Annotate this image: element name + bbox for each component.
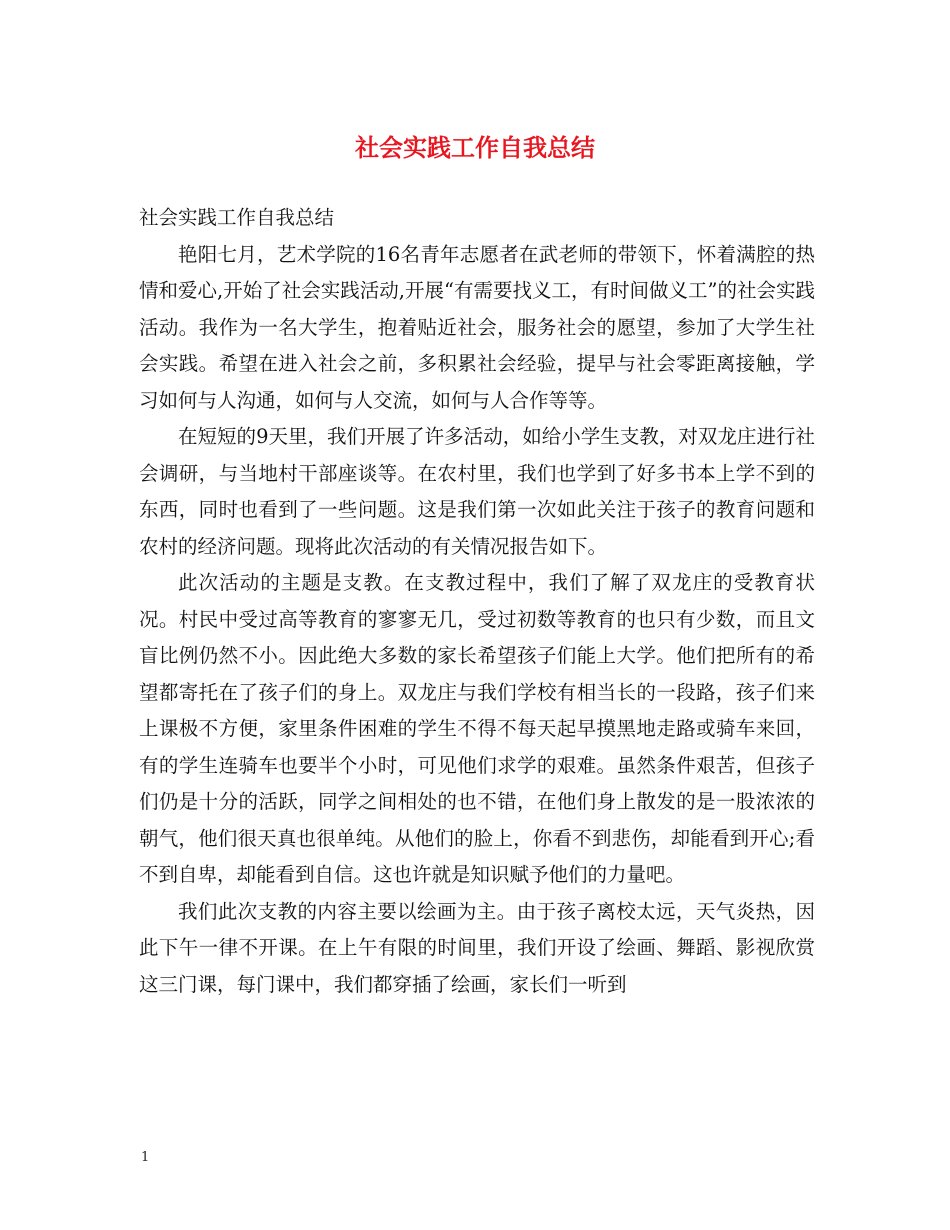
paragraph-2: 在短短的9天里，我们开展了许多活动，如给小学生支教，对双龙庄进行社会调研，与当地村干部座谈等。在农村里，我们也学到了好多书本上学不到的东西，同时也看到了一些问题。这是我们第一次如此关注于孩子的教育问题和农村的经济问题。现将此次活动的有关情况报告如下。: [139, 425, 815, 558]
document-subtitle: 社会实践工作自我总结: [139, 206, 335, 229]
paragraph-3: 此次活动的主题是支教。在支教过程中，我们了解了双龙庄的受教育状况。村民中受过高等教育的寥寥无几，受过初数等教育的也只有少数，而且文盲比例仍然不小。因此绝大多数的家长希望孩子们能上大学。他们把所有的希望都寄托在了孩子们的身上。双龙庄与我们学校有相当长的一段路，孩子们来上课极不方便，家里条件困难的学生不得不每天起早摸黑地走路或骑车来回，有的学生连骑车也要半个小时，可见他们求学的艰难。虽然条件艰苦，但孩子们仍是十分的活跃，同学之间相处的也不错，在他们身上散发的是一股浓浓的朝气，他们很天真也很单纯。从他们的脸上，你看不到悲伤，却能看到开心;看不到自卑，却能看到自信。这也许就是知识赋予他们的力量吧。: [139, 571, 815, 886]
document-body: [139, 200, 815, 1003]
paragraph-1: 艳阳七月，艺术学院的16名青年志愿者在武老师的带领下，怀着满腔的热情和爱心,开始了社会实践活动,开展“有需要找义工，有时间做义工”的社会实践活动。我作为一名大学生，抱着贴近社会，服务社会的愿望，参加了大学生社会实践。希望在进入社会之前，多积累社会经验，提早与社会零距离接触，学习如何与人沟通，如何与人交流，如何与人合作等等。: [139, 242, 815, 412]
paragraph-4: 我们此次支教的内容主要以绘画为主。由于孩子离校太远，天气炎热，因此下午一律不开课。在上午有限的时间里，我们开设了绘画、舞蹈、影视欣赏这三门课，每门课中，我们都穿插了绘画，家长们一听到: [139, 899, 815, 996]
page-number: 1: [141, 1150, 150, 1165]
document-title: 社会实践工作自我总结: [355, 134, 595, 162]
